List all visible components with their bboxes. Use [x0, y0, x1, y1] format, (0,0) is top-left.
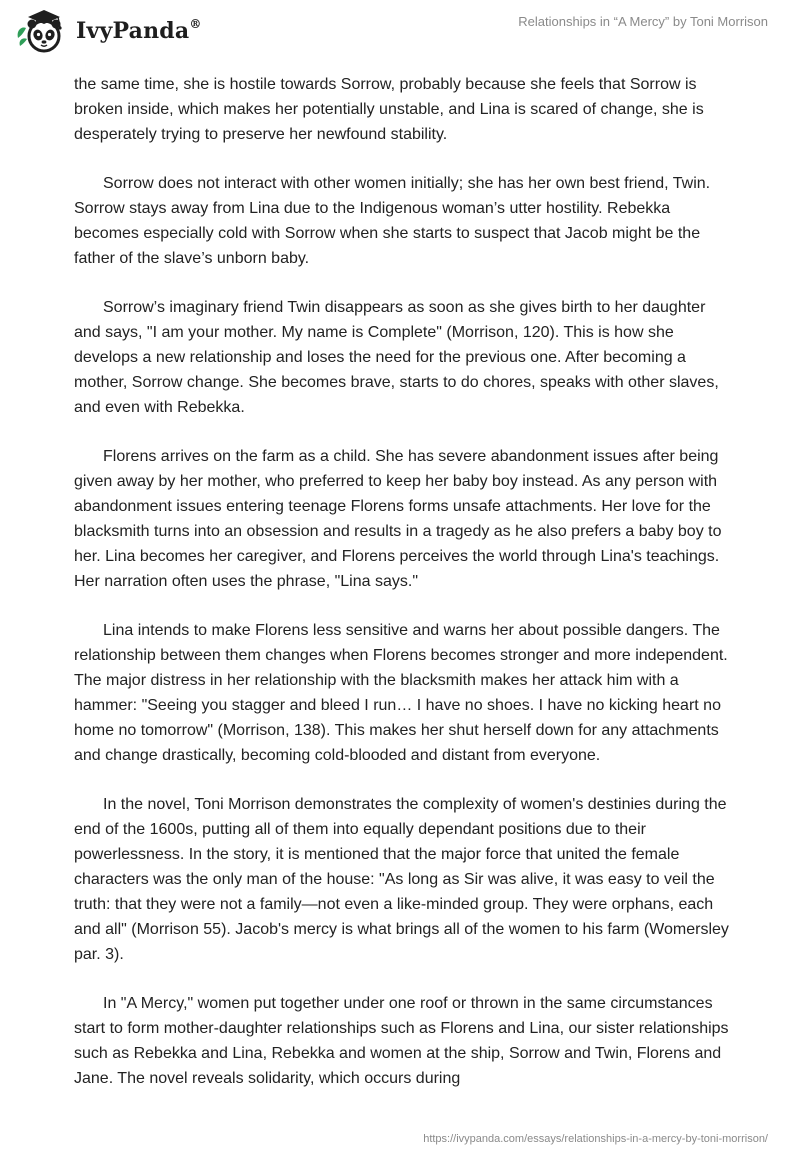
paragraph: In the novel, Toni Morrison demonstrates the complexity of women's destinies during the end of the 1600s, putting all of them into equally dependant positions due to their powerlessness. In the story, it is mentioned that the major force that united the female characters was the only man of the house: "As long as Sir was alive, it was easy to veil the truth: that they were not a family—not even a like-minded group. They were orphans, each and all" (Morrison 55). Jacob's mercy is what brings all of the women to his farm (Womersley par. 3). — [74, 796, 729, 963]
paragraph: In "A Mercy," women put together under one roof or thrown in the same circumstances start to form mother-daughter relationships such as Florens and Lina, our sister relationships such as Rebekka and Lina, Rebekka and women at the ship, Sorrow and Twin, Florens and Jane. The novel reveals solidarity, which occurs during — [74, 995, 729, 1087]
registered-mark: ® — [189, 16, 202, 31]
ivypanda-logo[interactable] — [14, 8, 202, 54]
page-header — [0, 0, 800, 66]
paragraph: Lina intends to make Florens less sensitive and warns her about possible dangers. The relationship between them changes when Florens becomes stronger and more independent. The major distress in her relationship with the blacksmith makes her attack him with a hammer: "Seeing you stagger and bleed I run… I have no shoes. I have no kicking heart no home no tomorrow" (Morrison, 138). This makes her shut herself down for any attachments and change drastically, becoming cold-blooded and distant from everyone. — [74, 622, 728, 764]
source-url[interactable]: https://ivypanda.com/essays/relationships-in-a-mercy-by-toni-morrison/ — [423, 1133, 768, 1145]
essay-body — [74, 72, 734, 1115]
paragraph: Florens arrives on the farm as a child. She has severe abandonment issues after being given away by her mother, who preferred to keep her baby boy instead. As any person with abandonment issues entering teenage Florens forms unsafe attachments. Her love for the blacksmith turns into an obsession and results in a tragedy as he also prefers a baby boy to her. Lina becomes her caregiver, and Florens perceives the world through Lina's teachings. Her narration often uses the phrase, "Lina says." — [74, 448, 722, 590]
paragraph: Sorrow does not interact with other women initially; she has her own best friend, Twin. Sorrow stays away from Lina due to the Indigenous woman’s utter hostility. Rebekka becomes especially cold with Sorrow when she starts to suspect that Jacob might be the father of the slave’s unborn baby. — [74, 175, 711, 267]
paragraph: the same time, she is hostile towards Sorrow, probably because she feels that Sorrow is broken inside, which makes her potentially unstable, and Lina is scared of change, she is desperately trying to preserve her newfound stability. — [74, 76, 704, 143]
brand-name: IvyPanda® — [76, 16, 202, 44]
document-title: Relationships in “A Mercy” by Toni Morrison — [518, 14, 768, 29]
paragraph: Sorrow’s imaginary friend Twin disappears as soon as she gives birth to her daughter and says, "I am your mother. My name is Complete" (Morrison, 120). This is how she develops a new relationship and loses the need for the previous one. After becoming a mother, Sorrow change. She becomes brave, starts to do chores, speaks with other slaves, and even with Rebekka. — [74, 299, 719, 416]
panda-graduation-cap-icon — [14, 8, 70, 54]
